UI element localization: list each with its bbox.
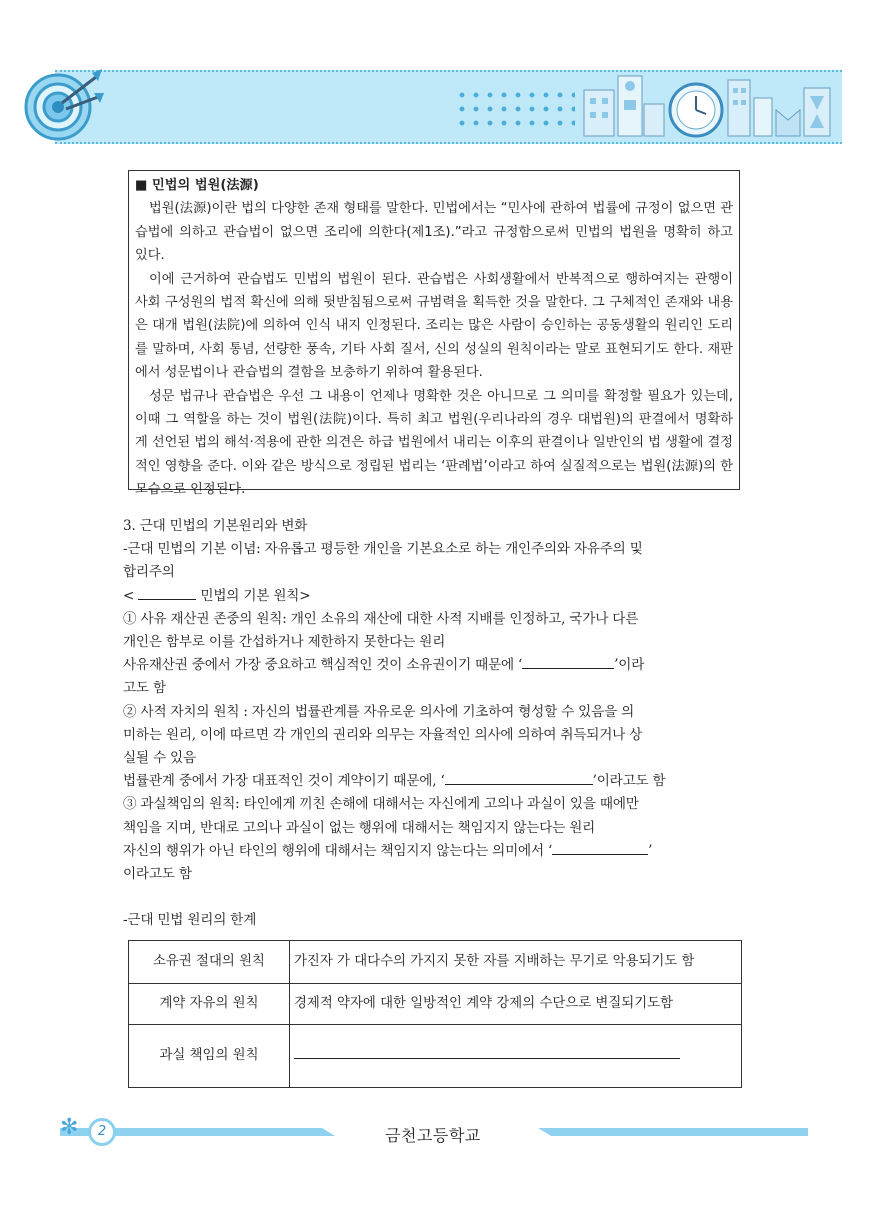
- table-cell-description: [290, 1025, 742, 1088]
- table-row: [129, 1025, 742, 1088]
- text-fragment: 자신의 행위가 아닌 타인의 행위에 대해서는 책임지지 않는다는 의미에서 ‘: [123, 842, 553, 859]
- table-cell-principle: 과실 책임의 원칙: [129, 1025, 290, 1088]
- text-line: 미하는 원리, 이에 따르면 각 개인의 권리와 의무는 자율적인 의사에 의하여 취득되거나 상: [123, 726, 643, 743]
- limits-table: [128, 940, 742, 1088]
- text-line: ① 사유 재산권 존중의 원칙: 개인 소유의 재산에 대한 사적 지배를 인정하고, 국가나 다른: [123, 610, 639, 627]
- fill-in-blank: [522, 656, 614, 669]
- text-line: ③ 과실책임의 원칙: 타인에게 끼친 손해에 대해서는 자신에게 고의나 과실이 있을 때에만: [123, 796, 639, 813]
- text-line: 이라고도 함: [123, 866, 192, 883]
- text-line: [123, 840, 747, 863]
- fill-in-blank: [552, 842, 648, 855]
- text-fragment: <: [123, 587, 139, 604]
- table-row: [129, 984, 742, 1025]
- text-fragment: ’이라: [614, 657, 645, 674]
- text-line: 개인은 함부로 이를 간섭하거나 제한하지 못한다는 원리: [123, 634, 446, 651]
- legal-sources-box: [128, 170, 740, 498]
- text-fragment: ’이라고도 함: [592, 773, 666, 790]
- table-cell-principle: 소유권 절대의 원칙: [129, 941, 290, 984]
- header-dot-pattern: [455, 88, 575, 128]
- text-line: 합리주의: [123, 564, 175, 581]
- table-row: [129, 941, 742, 984]
- fill-in-blank: [294, 1046, 680, 1059]
- footer-bar-right: [538, 1127, 808, 1137]
- fill-in-blank: [138, 587, 196, 600]
- text-line: -근대 민법의 기본 이념: 자유롭고 평등한 개인을 기본요소로 하는 개인주의와 자유주의 및: [123, 541, 643, 558]
- text-line: 고도 함: [123, 680, 166, 697]
- text-line: [123, 654, 747, 677]
- spacer: [123, 886, 747, 909]
- table-cell-description: 가진자 가 대다수의 가지지 못한 자를 지배하는 무기로 악용되기도 함: [290, 941, 742, 984]
- text-line: [123, 770, 747, 793]
- box-paragraph: 이에 근거하여 관습법도 민법의 법원이 된다. 관습법은 사회생활에서 반복적으로 행하여지는 관행이 사회 구성원의 법적 확신에 의해 뒷받침됨으로써 규범력을 획득한 것을 말한다. 그 구체적인 존재와 내용은 대개 법원(法院)에 의하여 인식 내지 인정된다. 조리는 많은 사람이 승인하는 공동생활의 원리인 도리를 말하며, 사회 통념, 선량한 풍속, 기타 사회 질서, 신의 성실의 원칙이라는 말로 표현되기도 한다. 재판에서 성문법이나 관습법의 결함을 보충하기 위하여 활용된다.: [135, 271, 733, 381]
- text-line: -근대 민법 원리의 한계: [123, 912, 257, 929]
- table-cell-description: 경제적 약자에 대한 일방적인 계약 강제의 수단으로 변질되기도함: [290, 984, 742, 1025]
- text-fragment: 사유재산권 중에서 가장 중요하고 핵심적인 것이 소유권이기 때문에 ‘: [123, 657, 523, 674]
- box-paragraph: 성문 법규나 관습법은 우선 그 내용이 언제나 명확한 것은 아니므로 그 의미를 확정할 필요가 있는데, 이때 그 역할을 하는 것이 법원(法院)이다. 특히 최고 법원(우리나라의 경우 대법원)의 판결에서 명확하게 선언된 법의 해석·적용에 관한 의견은 하급 법원에서 내리는 이후의 판결이나 일반인의 법 생활에 결정적인 영향을 준다. 이와 같은 방식으로 정립된 법리는 ‘판례법’이라고 하여 실질적으로는 법원(法源)의 한 모습으로 인정된다.: [135, 388, 733, 498]
- text-line: 실될 수 있음: [123, 750, 196, 767]
- school-name: 금천고등학교: [385, 1126, 481, 1145]
- section-title: 3. 근대 민법의 기본원리와 변화: [123, 518, 308, 534]
- city-clock-illustration: [578, 70, 840, 140]
- text-line: 책임을 지며, 반대로 고의나 과실이 없는 행위에 대해서는 책임지지 않는다는 원리: [123, 819, 596, 836]
- text-line: ② 사적 자치의 원칙 : 자신의 법률관계를 자유로운 의사에 기초하여 형성할 수 있음을 의: [123, 703, 635, 720]
- flower-icon: ✻: [60, 1115, 79, 1140]
- text-fragment: 법률관계 중에서 가장 대표적인 것이 계약이기 때문에, ‘: [123, 773, 445, 790]
- page-number: 2: [88, 1118, 116, 1146]
- fill-in-blank: [445, 772, 593, 785]
- table-cell-principle: 계약 자유의 원칙: [129, 984, 290, 1025]
- text-fragment: ’: [648, 842, 653, 859]
- text-fragment: 민법의 기본 원칙>: [196, 587, 311, 604]
- box-heading: ■ 민법의 법원(法源): [135, 178, 259, 193]
- target-dart-icon: [22, 63, 104, 145]
- main-content: [123, 515, 747, 932]
- principles-heading: [123, 585, 747, 608]
- box-paragraph: 법원(法源)이란 법의 다양한 존재 형태를 말한다. 민법에서는 “민사에 관하여 법률에 규정이 없으면 관습법에 의하고 관습법이 없으면 조리에 의한다(제1조).”라고 규정함으로써 민법의 법원을 명확히 하고 있다.: [135, 201, 733, 264]
